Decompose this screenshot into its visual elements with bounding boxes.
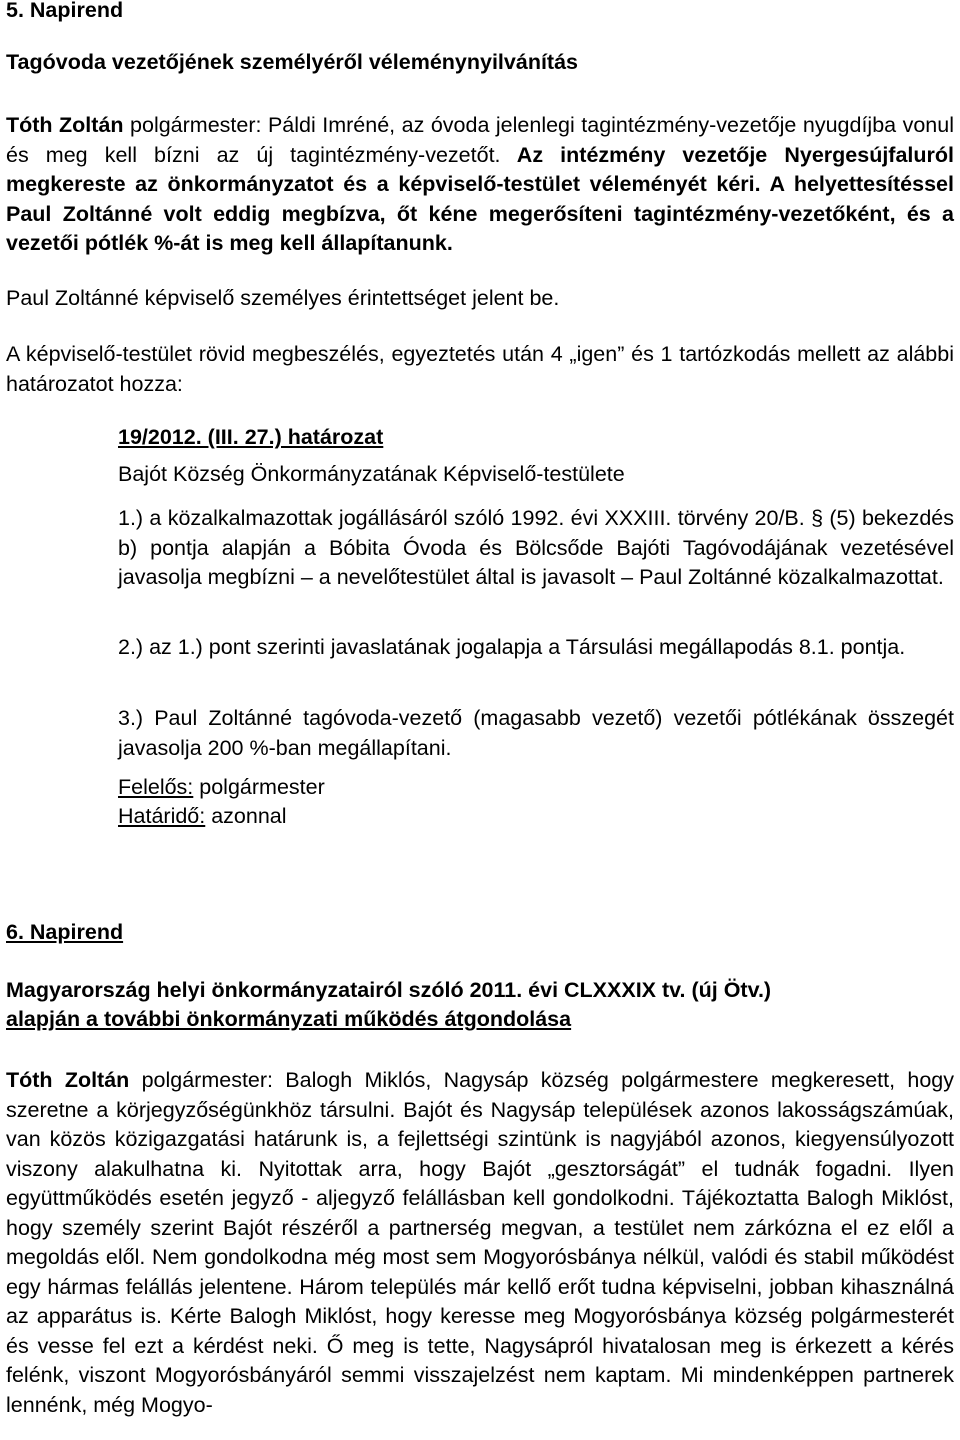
section-6-title-line-1: Magyarország helyi önkormányzatairól szóló 2011. évi CLXXXIX tv. (új Ötv.) bbox=[6, 978, 772, 1002]
deadline-label: Határidő: bbox=[118, 804, 206, 828]
deadline-value: azonnal bbox=[205, 804, 287, 828]
section-5-paragraph-1 bbox=[6, 111, 954, 259]
deadline-line bbox=[118, 802, 954, 832]
section-6-heading: 6. Napirend bbox=[6, 920, 124, 944]
resolution-item-1: 1.) a közalkalmazottak jogállásáról szóló 1992. évi XXXIII. törvény 20/B. § (5) bekezdés b) pontja alapján a Bóbita Óvoda és Bölcsőde Bajóti Tagóvodájának vezetésével javasolja megbízni – a nevelőtestület által is javasolt – Paul Zoltánné közalkalmazottat. bbox=[118, 506, 954, 589]
section-5-paragraph-3: A képviselő-testület rövid megbeszélés, egyeztetés után 4 „igen” és 1 tartózkodás mellett az alábbi határozatot hozza: bbox=[6, 342, 954, 396]
resolution-body-name: Bajót Község Önkormányzatának Képviselő-testülete bbox=[118, 462, 625, 486]
section-5-title: Tagóvoda vezetőjének személyéről véleménynyilvánítás bbox=[6, 50, 578, 74]
paragraph-text: polgármester: Páldi Imréné, az óvoda jelenlegi tagintézmény-vezetője nyugdíjba vonul és meg kell bízni az új tagintézmény-vezetőt. bbox=[6, 113, 954, 167]
resolution-title: 19/2012. (III. 27.) határozat bbox=[118, 425, 384, 449]
section-5-paragraph-2: Paul Zoltánné képviselő személyes érintettséget jelent be. bbox=[6, 286, 560, 310]
responsible-value: polgármester bbox=[193, 775, 325, 799]
section-6-paragraph bbox=[6, 1066, 954, 1420]
paragraph-text-bold: Az intézmény vezetője Nyergesújfaluról megkereste az önkormányzatot és a képviselő-testület véleményét kéri. A helyettesítéssel Paul Zoltánné volt eddig megbízva, őt kéne megerősíteni tagintézmény-vezetőként, és a vezetői pótlék %-át is meg kell állapítanunk. bbox=[6, 142, 954, 255]
section-5-heading: 5. Napirend bbox=[6, 0, 124, 22]
speaker-name: Tóth Zoltán bbox=[6, 113, 124, 137]
resolution-item-3: 3.) Paul Zoltánné tagóvoda-vezető (magasabb vezető) vezetői pótlékának összegét javasolja 200 %-ban megállapítani. bbox=[118, 706, 954, 760]
paragraph-text: polgármester: Balogh Miklós, Nagysáp község polgármestere megkeresett, hogy szeretne a körjegyzőségünkhöz társulni. Bajót és Nagysáp települések azonos lakosságszámúak, van közös közigazgatási határunk is, a fejlettségi szintünk is nagyjából azonos, kiegyensúlyozott viszony alakulhatna ki. Nyitottak arra, hogy Bajót „gesztorságát” el tudnák fogadni. Ilyen együttműködés esetén jegyző - aljegyző felállásban kell gondolkodni. Tájékoztatta Balogh Miklóst, hogy személy szerint Bajót részéről a partnerség megvan, a testület nem zárkózna el ez elől a megoldás elől. Nem gondolkodna még most sem Mogyorósbánya nélkül, valódi és stabil működést egy hármas felállás jelentene. Három település már kellő erőt tudna képviselni, jobban kihasználná az apparátus is. Kérte Balogh Miklóst, hogy keresse meg Mogyorósbánya község polgármesterét és vesse fel ezt a kérdést neki. Ő meg is tette, Nagysápról hivatalosan meg is érkezett a kérés felénk, viszont Mogyorósbányáról semmi visszajelzést nem kaptam. Mi mindenképpen partnerek lennénk, még Mogyo- bbox=[6, 1068, 954, 1417]
responsible-line bbox=[118, 773, 954, 803]
speaker-name: Tóth Zoltán bbox=[6, 1068, 130, 1092]
responsible-label: Felelős: bbox=[118, 775, 194, 799]
section-6-title-line-2: alapján a további önkormányzati működés átgondolása bbox=[6, 1007, 572, 1031]
resolution-item-2: 2.) az 1.) pont szerinti javaslatának jogalapja a Társulási megállapodás 8.1. pontja. bbox=[118, 635, 906, 659]
